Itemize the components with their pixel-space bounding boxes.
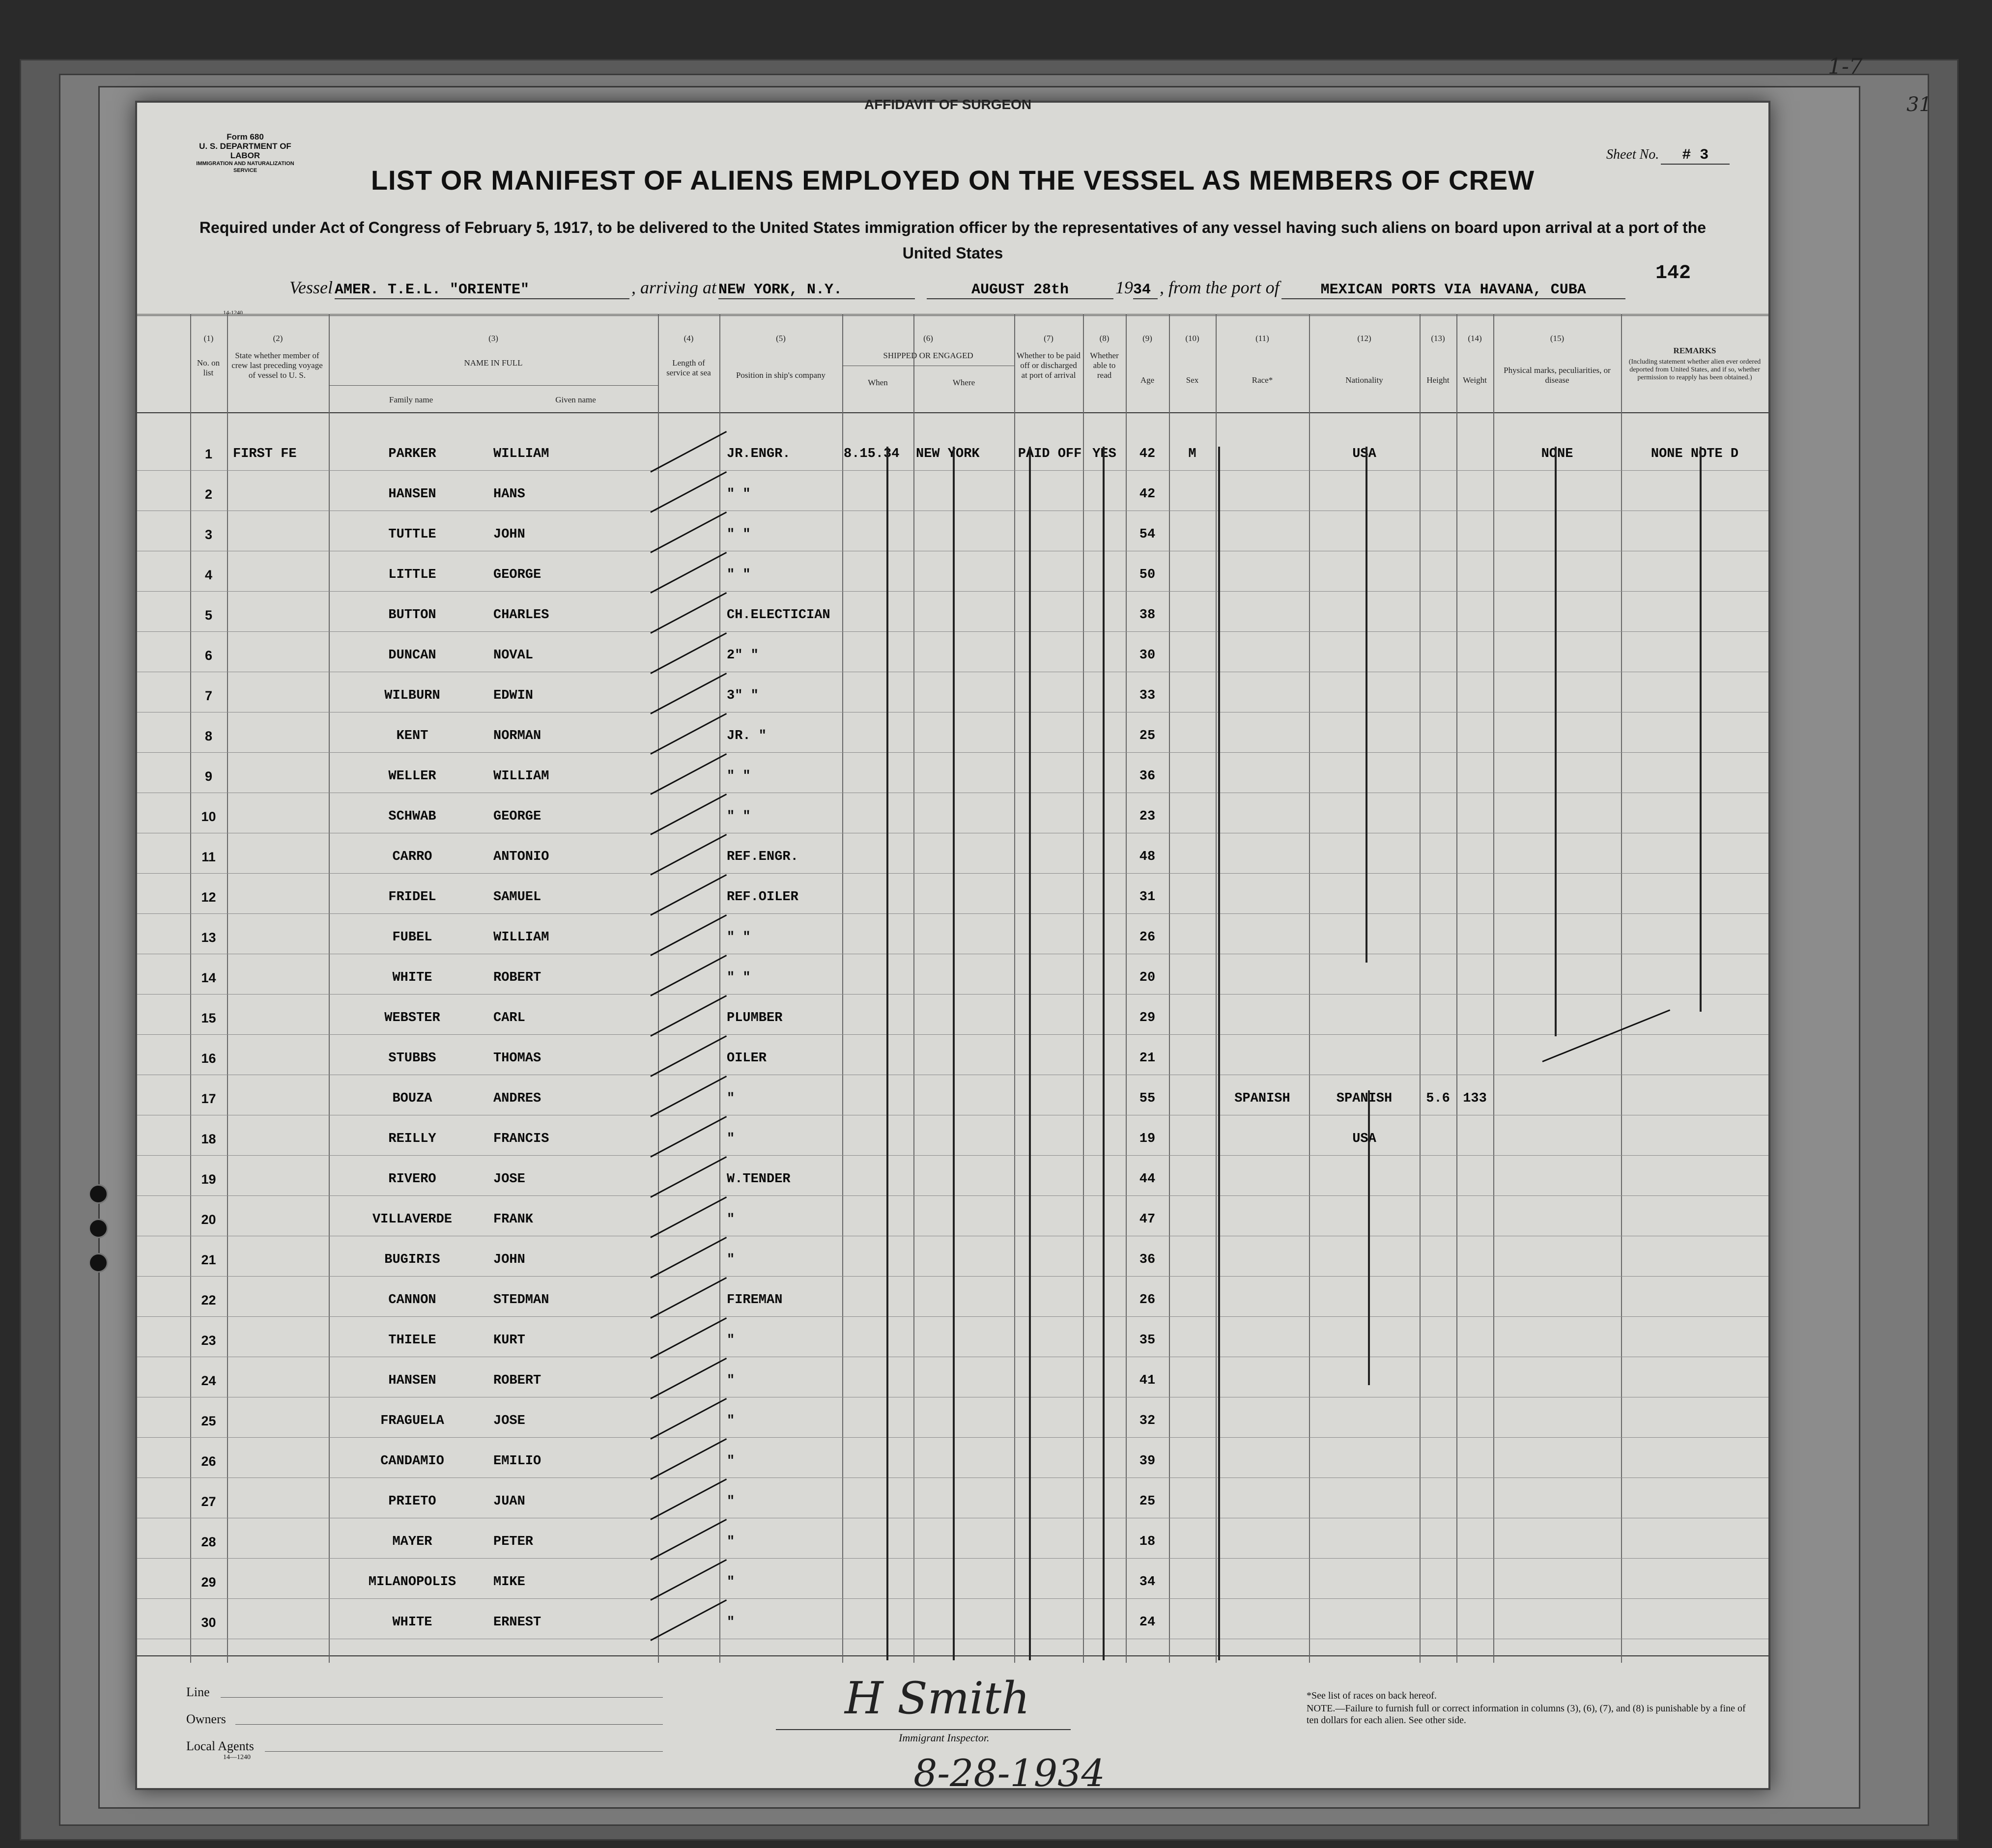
row-number: 2 bbox=[204, 487, 213, 502]
service-check-mark bbox=[650, 794, 727, 835]
row-number: 20 bbox=[201, 1212, 216, 1227]
row-number: 6 bbox=[204, 648, 213, 663]
weight: 133 bbox=[1463, 1091, 1487, 1106]
family-name: CANDAMIO bbox=[380, 1454, 444, 1469]
owners-label: Owners bbox=[186, 1712, 226, 1726]
col-divider bbox=[1169, 314, 1170, 1663]
age: 36 bbox=[1139, 1252, 1156, 1267]
service-check-mark bbox=[650, 955, 727, 996]
given-name: NOVAL bbox=[493, 648, 534, 663]
race: SPANISH bbox=[1234, 1091, 1290, 1106]
age: 39 bbox=[1139, 1454, 1156, 1469]
age: 55 bbox=[1139, 1091, 1156, 1106]
table-header-rule bbox=[137, 412, 1768, 413]
ditto-mark bbox=[1366, 447, 1367, 963]
given-name: FRANCIS bbox=[493, 1132, 549, 1146]
given-name: THOMAS bbox=[493, 1051, 541, 1066]
agents-rule bbox=[265, 1751, 663, 1752]
col-3-family: Family name bbox=[389, 395, 433, 404]
service-check-mark bbox=[650, 1559, 727, 1601]
given-name: NORMAN bbox=[493, 729, 541, 743]
able-to-read: YES bbox=[1092, 447, 1116, 461]
given-name: ANTONIO bbox=[493, 850, 549, 864]
age: 50 bbox=[1139, 568, 1156, 582]
shipped-where: NEW YORK bbox=[916, 447, 980, 461]
binder-hole bbox=[88, 1253, 108, 1273]
service-check-mark bbox=[650, 1196, 727, 1238]
margin-mark: 31 bbox=[1907, 93, 1932, 116]
col-6-number: (6) bbox=[923, 334, 933, 343]
footer-form-code: 14—1240 bbox=[223, 1754, 251, 1761]
position: JR.ENGR. bbox=[727, 447, 791, 461]
arrival-date: AUGUST 28th bbox=[927, 282, 1113, 299]
row-number: 17 bbox=[201, 1091, 216, 1106]
given-name: GEORGE bbox=[493, 809, 541, 824]
service-check-mark bbox=[650, 1076, 727, 1117]
col-13-number: (13) bbox=[1431, 334, 1445, 343]
ditto-mark bbox=[1218, 447, 1220, 1660]
col-3-number: (3) bbox=[488, 334, 498, 343]
col-8-number: (8) bbox=[1099, 334, 1110, 343]
given-name: CHARLES bbox=[493, 608, 549, 623]
col-divider bbox=[913, 314, 914, 1663]
service-check-mark bbox=[650, 1277, 727, 1319]
given-name: JOSE bbox=[493, 1172, 525, 1187]
given-name: ERNEST bbox=[493, 1615, 541, 1630]
given-name: HANS bbox=[493, 487, 525, 502]
service-check-mark bbox=[650, 471, 727, 513]
sheet-label: Sheet No. bbox=[1606, 147, 1659, 162]
age: 47 bbox=[1139, 1212, 1156, 1227]
age: 35 bbox=[1139, 1333, 1156, 1348]
service-check-mark bbox=[650, 914, 727, 956]
position: " bbox=[727, 1373, 735, 1388]
family-name: LITTLE bbox=[388, 568, 436, 582]
family-name: DUNCAN bbox=[388, 648, 436, 663]
age: 38 bbox=[1139, 608, 1156, 623]
age: 19 bbox=[1139, 1132, 1156, 1146]
signature-rule bbox=[776, 1729, 1071, 1730]
ditto-mark bbox=[1029, 447, 1031, 1660]
family-name: TUTTLE bbox=[388, 527, 436, 542]
ditto-mark bbox=[953, 447, 955, 1660]
row-number: 1 bbox=[204, 447, 213, 461]
position: " bbox=[727, 1212, 735, 1227]
position: " bbox=[727, 1091, 735, 1106]
service-check-mark bbox=[650, 1237, 727, 1279]
row-number: 8 bbox=[204, 729, 213, 743]
age: 48 bbox=[1139, 850, 1156, 864]
row-number: 9 bbox=[204, 769, 213, 784]
age: 25 bbox=[1139, 1494, 1156, 1509]
ditto-mark bbox=[1555, 447, 1557, 1036]
position: " bbox=[727, 1494, 735, 1509]
row-number: 19 bbox=[201, 1172, 216, 1187]
row-number: 27 bbox=[201, 1494, 216, 1509]
position: " bbox=[727, 1252, 735, 1267]
col-6-when: When bbox=[868, 378, 888, 387]
given-name: JOHN bbox=[493, 1252, 525, 1267]
position: REF.OILER bbox=[727, 890, 798, 905]
handwritten-date: 8-28-1934 bbox=[913, 1751, 1105, 1795]
service-check-mark bbox=[650, 1398, 727, 1440]
page-number: 142 bbox=[1655, 262, 1691, 284]
year: 34 bbox=[1133, 282, 1158, 299]
row-number: 24 bbox=[201, 1373, 216, 1388]
position: REF.ENGR. bbox=[727, 850, 798, 864]
remarks-subheader: (Including statement whether alien ever ordered deported from United States, and if so, whether permission to reapply has been obtained.) bbox=[1628, 358, 1761, 381]
service-check-mark bbox=[650, 713, 727, 755]
age: 18 bbox=[1139, 1535, 1156, 1549]
form-code-top: 14-1240 bbox=[223, 309, 243, 316]
row-number: 3 bbox=[204, 527, 213, 542]
family-name: HANSEN bbox=[388, 487, 436, 502]
service-check-mark bbox=[650, 1438, 727, 1480]
position: " bbox=[727, 1535, 735, 1549]
col-7-number: (7) bbox=[1044, 334, 1053, 343]
age: 29 bbox=[1139, 1011, 1156, 1025]
service-check-mark bbox=[650, 552, 727, 594]
inspector-label: Immigrant Inspector. bbox=[899, 1732, 990, 1744]
col-4-header: Length of service at sea bbox=[666, 358, 711, 377]
age: 20 bbox=[1139, 970, 1156, 985]
position: W.TENDER bbox=[727, 1172, 791, 1187]
col-2-number: (2) bbox=[273, 334, 283, 343]
age: 23 bbox=[1139, 809, 1156, 824]
given-name: EDWIN bbox=[493, 688, 534, 703]
form-number: Form 680 bbox=[227, 132, 264, 142]
col-15-header: Physical marks, peculiarities, or disease bbox=[1504, 366, 1611, 385]
page-subtitle: Required under Act of Congress of February 5, 1917, to be delivered to the United States immigration officer by the representatives of any vessel having such aliens on board upon arrival at a port of the United States bbox=[199, 219, 1707, 262]
age: 34 bbox=[1139, 1575, 1156, 1590]
page-title: LIST OR MANIFEST OF ALIENS EMPLOYED ON THE VESSEL AS MEMBERS OF CREW bbox=[370, 165, 1535, 196]
family-name: THIELE bbox=[388, 1333, 436, 1348]
position: FIREMAN bbox=[727, 1293, 783, 1308]
position: PLUMBER bbox=[727, 1011, 783, 1025]
family-name: WHITE bbox=[392, 970, 432, 985]
vessel-name: AMER. T.E.L. "ORIENTE" bbox=[335, 282, 629, 299]
service-check-mark bbox=[650, 1317, 727, 1359]
row-number: 15 bbox=[201, 1011, 216, 1025]
given-name: WILLIAM bbox=[493, 447, 549, 461]
service-check-mark bbox=[650, 995, 727, 1037]
family-name: REILLY bbox=[388, 1132, 436, 1146]
row-number: 18 bbox=[201, 1132, 216, 1146]
col-15-number: (15) bbox=[1550, 334, 1565, 343]
row-number: 16 bbox=[201, 1051, 216, 1066]
owners-rule bbox=[235, 1724, 663, 1725]
col-divider bbox=[227, 314, 228, 1663]
ditto-mark bbox=[1700, 447, 1702, 1012]
col-12-number: (12) bbox=[1357, 334, 1371, 343]
col-8-header: Whether able to read bbox=[1090, 351, 1119, 380]
ditto-mark bbox=[1368, 1090, 1370, 1385]
row-number: 23 bbox=[201, 1333, 216, 1348]
row-number: 29 bbox=[201, 1575, 216, 1590]
col-10-header: Sex bbox=[1186, 375, 1199, 385]
position: " " bbox=[727, 769, 751, 784]
family-name: WILBURN bbox=[384, 688, 440, 703]
family-name: HANSEN bbox=[388, 1373, 436, 1388]
age: 33 bbox=[1139, 688, 1156, 703]
position: " " bbox=[727, 970, 751, 985]
row-number: 7 bbox=[204, 688, 213, 703]
given-name: FRANK bbox=[493, 1212, 534, 1227]
given-name: ROBERT bbox=[493, 1373, 541, 1388]
ditto-mark bbox=[886, 447, 888, 1660]
col-divider bbox=[1014, 314, 1015, 1663]
prev-voyage: FIRST FE bbox=[233, 447, 297, 461]
remarks-header: REMARKS bbox=[1673, 346, 1716, 355]
age: 54 bbox=[1139, 527, 1156, 542]
family-name: VILLAVERDE bbox=[372, 1212, 453, 1227]
family-name: WEBSTER bbox=[384, 1011, 440, 1025]
family-name: PRIETO bbox=[388, 1494, 436, 1509]
year-prefix: 19 bbox=[1115, 278, 1133, 297]
col-12-header: Nationality bbox=[1345, 375, 1383, 385]
age: 30 bbox=[1139, 648, 1156, 663]
family-name: FUBEL bbox=[392, 930, 432, 945]
col-10-number: (10) bbox=[1185, 334, 1199, 343]
col-7-header: Whether to be paid off or discharged at port of arrival bbox=[1017, 351, 1081, 380]
row-number: 26 bbox=[201, 1454, 216, 1469]
position: JR. " bbox=[727, 729, 767, 743]
races-note: *See list of races on back hereof. bbox=[1307, 1690, 1437, 1701]
col-2-header: State whether member of crew last preceding voyage of vessel to U. S. bbox=[231, 351, 323, 380]
service-check-mark bbox=[650, 834, 727, 876]
family-name: WHITE bbox=[392, 1615, 432, 1630]
age: 26 bbox=[1139, 930, 1156, 945]
position: " bbox=[727, 1132, 735, 1146]
family-name: CARRO bbox=[392, 850, 432, 864]
col-14-header: Weight bbox=[1463, 375, 1487, 385]
service-check-mark bbox=[650, 512, 727, 553]
agents-label: Local Agents bbox=[186, 1739, 254, 1753]
given-name: ROBERT bbox=[493, 970, 541, 985]
line-label: Line bbox=[186, 1685, 210, 1699]
given-name: JOHN bbox=[493, 527, 525, 542]
age: 26 bbox=[1139, 1293, 1156, 1308]
family-name: BUGIRIS bbox=[384, 1252, 440, 1267]
col-divider bbox=[1493, 314, 1494, 1663]
col-divider bbox=[1216, 314, 1217, 1663]
from-port-label: , from the port of bbox=[1160, 278, 1280, 297]
binder-hole bbox=[88, 1184, 108, 1204]
service-check-mark bbox=[650, 753, 727, 795]
row-number: 10 bbox=[201, 809, 216, 824]
col-13-header: Height bbox=[1426, 375, 1450, 385]
row-number: 25 bbox=[201, 1414, 216, 1428]
age: 25 bbox=[1139, 729, 1156, 743]
given-name: MIKE bbox=[493, 1575, 525, 1590]
age: 36 bbox=[1139, 769, 1156, 784]
remarks: NONE NOTE D bbox=[1651, 447, 1739, 461]
family-name: MILANOPOLIS bbox=[368, 1575, 456, 1590]
row-number: 22 bbox=[201, 1293, 216, 1308]
given-name: KURT bbox=[493, 1333, 525, 1348]
inspector-signature: H Smith bbox=[845, 1673, 1030, 1724]
row-number: 14 bbox=[201, 970, 216, 985]
arriving-port: NEW YORK, N.Y. bbox=[718, 282, 915, 299]
col-5-number: (5) bbox=[776, 334, 786, 343]
family-name: FRIDEL bbox=[388, 890, 436, 905]
family-name: CANNON bbox=[388, 1293, 436, 1308]
family-name: WELLER bbox=[388, 769, 436, 784]
col-6-where: Where bbox=[952, 378, 975, 387]
position: 2" " bbox=[727, 648, 759, 663]
sheet-number: # 3 bbox=[1661, 147, 1730, 165]
nationality: SPANISH bbox=[1336, 1091, 1393, 1106]
col-14-number: (14) bbox=[1468, 334, 1482, 343]
nationality: USA bbox=[1352, 447, 1376, 461]
age: 24 bbox=[1139, 1615, 1156, 1630]
col-3-given: Given name bbox=[555, 395, 596, 404]
age: 44 bbox=[1139, 1172, 1156, 1187]
service-check-mark bbox=[650, 1358, 727, 1399]
family-name: SCHWAB bbox=[388, 809, 436, 824]
age: 21 bbox=[1139, 1051, 1156, 1066]
col-11-number: (11) bbox=[1255, 334, 1269, 343]
manifest-page bbox=[135, 97, 1770, 1795]
given-name: JOSE bbox=[493, 1414, 525, 1428]
from-port: MEXICAN PORTS VIA HAVANA, CUBA bbox=[1281, 282, 1625, 299]
family-name: PARKER bbox=[388, 447, 436, 461]
position: " bbox=[727, 1414, 735, 1428]
row-number: 13 bbox=[201, 930, 216, 945]
vessel-label: Vessel bbox=[289, 278, 333, 297]
service-check-mark bbox=[650, 1599, 727, 1641]
physical-marks: NONE bbox=[1541, 447, 1573, 461]
sex: M bbox=[1188, 447, 1196, 461]
family-name: MAYER bbox=[392, 1535, 432, 1549]
given-name: PETER bbox=[493, 1535, 534, 1549]
col-divider bbox=[329, 314, 330, 1663]
given-name: CARL bbox=[493, 1011, 525, 1025]
penalty-note: NOTE.—Failure to furnish full or correct information in columns (3), (6), (7), and (8) is punishable by a fine of ten dollars for each alien. See other side. bbox=[1307, 1703, 1746, 1726]
row-number: 5 bbox=[204, 608, 213, 623]
position: " " bbox=[727, 930, 751, 945]
col-9-header: Age bbox=[1140, 375, 1155, 385]
table-top-rule bbox=[137, 314, 1768, 316]
service-check-mark bbox=[650, 632, 727, 674]
arriving-label: , arriving at bbox=[631, 278, 716, 297]
col-1-header: No. on list bbox=[197, 358, 220, 377]
surgeon-heading: AFFIDAVIT OF SURGEON bbox=[864, 97, 1032, 112]
position: " " bbox=[727, 487, 751, 502]
given-name: GEORGE bbox=[493, 568, 541, 582]
service-check-mark bbox=[650, 673, 727, 714]
family-name: RIVERO bbox=[388, 1172, 436, 1187]
row-number: 30 bbox=[201, 1615, 216, 1630]
given-name: JUAN bbox=[493, 1494, 525, 1509]
position: " " bbox=[727, 527, 751, 542]
position: CH.ELECTICIAN bbox=[727, 608, 830, 623]
given-name: EMILIO bbox=[493, 1454, 541, 1469]
family-name: FRAGUELA bbox=[380, 1414, 444, 1428]
family-name: BUTTON bbox=[388, 608, 436, 623]
age: 42 bbox=[1139, 447, 1156, 461]
col-3-header: NAME IN FULL bbox=[464, 358, 523, 368]
age: 41 bbox=[1139, 1373, 1156, 1388]
position: " " bbox=[727, 568, 751, 582]
col-6-header: SHIPPED OR ENGAGED bbox=[883, 351, 973, 360]
service: IMMIGRATION AND NATURALIZATION SERVICE bbox=[196, 161, 294, 173]
age: 31 bbox=[1139, 890, 1156, 905]
service-check-mark bbox=[650, 1116, 727, 1158]
nationality: USA bbox=[1352, 1132, 1376, 1146]
service-check-mark bbox=[650, 874, 727, 916]
col-divider bbox=[658, 314, 659, 1663]
row-number: 12 bbox=[201, 890, 216, 905]
age: 42 bbox=[1139, 487, 1156, 502]
service-check-mark bbox=[650, 1478, 727, 1520]
binder-hole bbox=[88, 1219, 108, 1238]
position: " bbox=[727, 1333, 735, 1348]
row-number: 21 bbox=[201, 1252, 216, 1267]
col-divider bbox=[1083, 314, 1084, 1663]
col-divider bbox=[1621, 314, 1622, 1663]
col-5-header: Position in ship's company bbox=[736, 370, 826, 380]
line-rule bbox=[221, 1697, 663, 1698]
name-sub-rule bbox=[329, 385, 658, 386]
row-number: 4 bbox=[204, 568, 213, 582]
service-check-mark bbox=[650, 1519, 727, 1561]
col-9-number: (9) bbox=[1142, 334, 1152, 343]
margin-mark: 1-7 bbox=[1828, 54, 1863, 79]
family-name: KENT bbox=[396, 729, 428, 743]
col-1-number: (1) bbox=[203, 334, 214, 343]
position: 3" " bbox=[727, 688, 759, 703]
col-11-header: Race* bbox=[1252, 375, 1273, 385]
service-check-mark bbox=[650, 431, 727, 473]
paid-off: PAID OFF bbox=[1018, 447, 1082, 461]
service-check-mark bbox=[650, 592, 727, 634]
service-check-mark bbox=[650, 1035, 727, 1077]
family-name: BOUZA bbox=[392, 1091, 432, 1106]
family-name: STUBBS bbox=[388, 1051, 436, 1066]
col-divider bbox=[1309, 314, 1310, 1663]
sheet-number-block bbox=[1606, 147, 1730, 165]
row-number: 11 bbox=[201, 850, 216, 864]
position: " bbox=[727, 1575, 735, 1590]
ditto-mark bbox=[1103, 447, 1105, 1660]
age: 32 bbox=[1139, 1414, 1156, 1428]
position: OILER bbox=[727, 1051, 767, 1066]
given-name: ANDRES bbox=[493, 1091, 541, 1106]
given-name: WILLIAM bbox=[493, 769, 549, 784]
col-divider bbox=[1420, 314, 1421, 1663]
remarks-slash bbox=[1542, 1009, 1670, 1062]
department: U. S. DEPARTMENT OF LABOR bbox=[199, 142, 291, 160]
position: " bbox=[727, 1454, 735, 1469]
service-check-mark bbox=[650, 1156, 727, 1198]
row-number: 28 bbox=[201, 1535, 216, 1549]
col-4-number: (4) bbox=[683, 334, 694, 343]
shipped-when: 8.15.34 bbox=[844, 447, 900, 461]
position: " " bbox=[727, 809, 751, 824]
col-divider bbox=[1456, 314, 1457, 1663]
given-name: WILLIAM bbox=[493, 930, 549, 945]
vessel-line bbox=[289, 277, 1764, 299]
given-name: STEDMAN bbox=[493, 1293, 549, 1308]
position: " bbox=[727, 1615, 735, 1630]
height: 5.6 bbox=[1426, 1091, 1450, 1106]
given-name: SAMUEL bbox=[493, 890, 541, 905]
